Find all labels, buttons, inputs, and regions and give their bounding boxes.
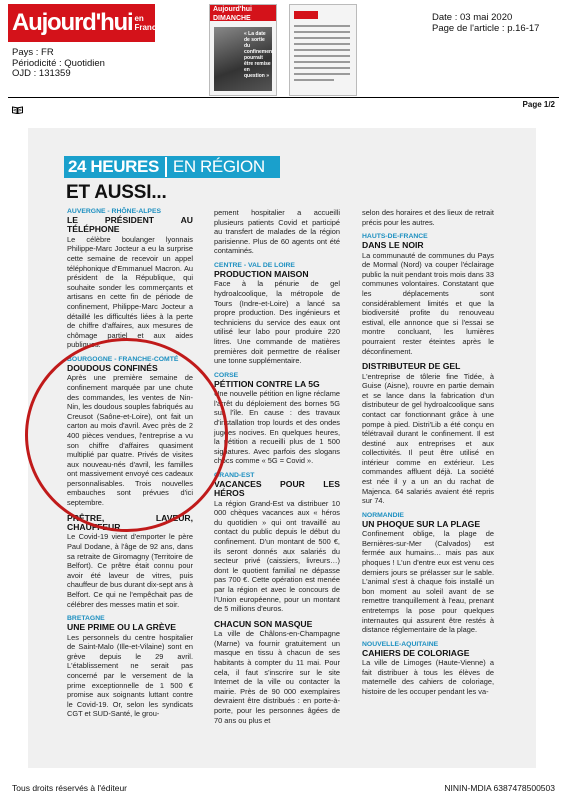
brief-region: BRETAGNE <box>67 615 105 623</box>
brief-text: Face à la pénurie de gel hydroalcoolique, la métropole de Tours (Indre-et-Loire) a lancé sa propre production. Des ingénieurs et techniciens du service des eaux ont utilisé leur labo pour produire 220 litres. Une commande de matières premières doit permettre de réaliser une tonne supplémentaire. <box>214 279 340 366</box>
brief-title: LE PRÉSIDENT AU TÉLÉPHONE <box>67 215 193 235</box>
brief-text: Une nouvelle pétition en ligne réclame l'arrêt du déploiement des bornes 5G sur l'île. En cause : des travaux d'installation trop lourds et des ondes jugées nocives. En quelques heures, la pétition a recueilli plus de 1 500 signatures. Avec parfois des slogans chocs comme « 5G = Covid ». <box>214 389 340 466</box>
news-brief <box>214 472 340 614</box>
thumb1-title: Aujourd'hui DIMANCHE <box>210 5 277 21</box>
publication-logo <box>8 4 161 42</box>
article-page-ref: Page de l'article : p.16-17 <box>432 23 540 34</box>
thumb2-line <box>294 37 350 39</box>
thumb2-line <box>294 61 350 63</box>
page-counter: Page 1/2 <box>522 100 555 109</box>
meta-ojd: OJD : 131359 <box>12 68 71 79</box>
thumb2-line <box>294 73 350 75</box>
brief-text: Confinement oblige, la plage de Bernières-sur-Mer (Calvados) est fermée aux humains… mais pas aux phoques ! L'un d'entre eux est venu ces derniers jours se prélasser sur le sable. L'animal s'est à chaque fois installé un bon moment au soleil avant de se remettre tranquillement à l'eau, prenant entretemps la pose pour quelques internautes qui assurent être restés à distance réglementaire de la plage. <box>362 529 494 635</box>
section-banner <box>64 156 280 178</box>
banner-right: EN RÉGION <box>165 157 265 177</box>
news-brief <box>362 641 494 697</box>
header-divider <box>8 97 559 98</box>
news-brief <box>214 262 340 366</box>
news-brief <box>362 208 494 227</box>
brief-text: La région Grand-Est va distribuer 10 000 chèques vacances aux « héros du quotidien » qui ont travaillé au contact du public depuis le début du confinement. D'un montant de 500 €, ils seront donnés aux salariés du secteur privé (caissiers, livreurs…) dont le quotient familial ne dépasse pas 700 €. Cette opération est menée par la région et avec le concours de l'Union européenne, pour un montant de 5 millions d'euros. <box>214 498 340 614</box>
brief-title: VACANCES POUR LES HÉROS <box>214 478 340 499</box>
brief-text: Le Covid-19 vient d'emporter le père Paul Dodane, à l'âge de 92 ans, dans sa retraite de Giromagny (Territoire de Belfort). Ce prêtre était connu pour avoir été laveur de vitres, puis chauffeur de bus durant dix-sept ans à Belfort. Ce qui ne l'empêchait pas de célébrer des messes matin et soir. <box>67 532 193 609</box>
footer-reference: NININ-MDIA 6387478500503 <box>444 783 555 793</box>
brief-text: Les personnels du centre hospitalier de Saint-Malo (Ille-et-Vilaine) sont en grève depuis le 29 avril. L'établissement ne serait pas concerné par le versement de la prime exceptionnelle de 1 500 € promise aux soignants luttant contre le Covid-19. Or, selon les syndicats CGT et SUD-Santé, le grou- <box>67 632 193 719</box>
brief-title: DANS LE NOIR <box>362 240 424 251</box>
news-brief <box>214 372 340 466</box>
logo-main: Aujourd'hui <box>12 9 133 36</box>
brief-title: PÉTITION CONTRE LA 5G <box>214 378 320 389</box>
news-brief <box>362 512 494 635</box>
brief-title: CAHIERS DE COLORIAGE <box>362 647 470 658</box>
highlight-circle <box>25 338 228 532</box>
brief-title: DOUDOUS CONFINÉS <box>67 362 158 373</box>
thumb2-line <box>294 79 334 81</box>
thumb2-line <box>294 49 350 51</box>
article-column-2 <box>214 208 340 731</box>
brief-region: CORSE <box>214 371 239 379</box>
brief-text: Le célèbre boulanger lyonnais Philippe-Marc Jocteur a eu la surprise cette semaine de recevoir un appel téléphonique d'Emmanuel Macron. Au président de la République, qui souhaite sonder les commerçants et artisans en cette fin de période de confinement, Philippe-Marc Jocteur a détaillé les difficultés liées à la perte de chiffre d'affaires, aux mesures de chômage partiel et aux aides publiques. <box>67 234 193 350</box>
brief-text: pement hospitalier a accueilli plusieurs patients Covid et participé au transfert de malades de la région parisienne. Plus de 60 agents ont été contaminés. <box>214 208 340 256</box>
brief-text: Après une première semaine de confinement marquée par une chute des commandes, les ventes de Nin-Nin, les doudous souples fabriqués au Creusot (Saône-et-Loire), ont fait un carton au mois d'avril. Avec près de 2 400 pièces vendues, l'entreprise a vu son chiffre d'affaires quasiment multiplié par quatre. Privés de visites aux nouveau-nés d'avril, les familles ont massivement envoyé ces cadeaux personnalisables. Trois nouvelles embauches sont prévues d'ici septembre. <box>67 373 193 508</box>
thumb2-line <box>294 43 350 45</box>
thumb2-line <box>294 25 350 27</box>
brief-title: UNE PRIME OU LA GRÈVE <box>67 622 177 633</box>
news-brief <box>214 620 340 725</box>
brief-region: CENTRE - VAL DE LOIRE <box>214 261 295 269</box>
thumb2-line <box>294 55 350 57</box>
brief-title: PRODUCTION MAISON <box>214 268 309 279</box>
news-brief <box>67 615 193 719</box>
brief-text: La ville de Limoges (Haute-Vienne) a fait distribuer à tous les élèves de maternelle des cahiers de coloriage, histoire de les occuper pendant les va- <box>362 658 494 696</box>
brief-text: selon des horaires et des lieux de retrait précis pour les autres. <box>362 208 494 227</box>
brief-region: AUVERGNE - RHÔNE-ALPES <box>67 208 162 215</box>
news-brief <box>362 362 494 506</box>
article-date: Date : 03 mai 2020 <box>432 12 513 23</box>
meta-frequency: Périodicité : Quotidien <box>12 57 105 69</box>
thumb2-line <box>294 31 350 33</box>
brief-region: NORMANDIE <box>362 511 404 519</box>
news-brief <box>362 233 494 356</box>
publication-meta <box>12 48 105 80</box>
brief-title: UN PHOQUE SUR LA PLAGE <box>362 518 481 529</box>
meta-country: Pays : FR <box>12 47 54 58</box>
logo-sub: en France <box>134 14 161 32</box>
brief-text: L'entreprise de tôlerie fine Tidée, à Guise (Aisne), rouvre en partie demain et se lance dans la fabrication d'un distributeur de gel hydroalcoolique sans contact car fonctionnant grâce à une pompe à pied. Distri'Lib a été conçu en télétravail durant le confinement. Il est destiné aux entreprises et aux collectivités. Il peut être utilisé en intérieur comme en extérieur. Les commandes affluent déjà. La société est née il y a un an du rachat de Majenca. 64 salariés avaient été repris sur 74. <box>362 371 494 506</box>
banner-left: 24 HEURES <box>68 157 159 176</box>
news-brief <box>214 208 340 256</box>
brief-text: La ville de Châlons-en-Champagne (Marne) va fournir gratuitement un masque en tissu à chacun de ses habitants à compter du 11 mai. Pour cela, il faut s'inscrire sur le site Internet de la ville ou contacter la mairie. Près de 90 000 exemplaires devraient être distribués : en porte-à-porte, pour les personnes âgées de 70 ans ou plus et <box>214 629 340 725</box>
brief-title: PRÊTRE, LAVEUR, CHAUFFEUR <box>67 512 193 533</box>
brief-title: CHACUN SON MASQUE <box>214 618 313 629</box>
news-brief <box>67 208 193 350</box>
book-icon <box>12 101 23 109</box>
article-headline: ET AUSSI... <box>66 182 167 203</box>
date-block <box>432 12 539 34</box>
brief-region: GRAND-EST <box>214 471 255 479</box>
brief-region: NOUVELLE-AQUITAINE <box>362 640 439 648</box>
article-column-3 <box>362 208 494 703</box>
thumb2-header <box>294 11 318 19</box>
brief-text: La communauté de communes du Pays de Mormal (Nord) va couper l'éclairage public la nuit pendant trois mois dans 33 communes volontaires. Constatant que les déplacements sont considérablement limités et que la biodiversité profite du renouveau estival, elle annonce que si l'essai se montre concluant, les lumières pourraient rester éteintes après le déconfinement. <box>362 250 494 356</box>
thumb1-caption: « La date de sortie du confinement pourrait être remise en question » <box>244 31 274 79</box>
front-page-thumbnail[interactable] <box>209 4 277 96</box>
brief-region: BOURGOGNE - FRANCHE-COMTÉ <box>67 355 179 363</box>
footer-rights: Tous droits réservés à l'éditeur <box>12 783 128 793</box>
brief-title: DISTRIBUTEUR DE GEL <box>362 361 461 372</box>
brief-region: HAUTS-DE-FRANCE <box>362 233 428 241</box>
thumb2-line <box>294 67 350 69</box>
article-page-thumbnail[interactable] <box>289 4 357 96</box>
